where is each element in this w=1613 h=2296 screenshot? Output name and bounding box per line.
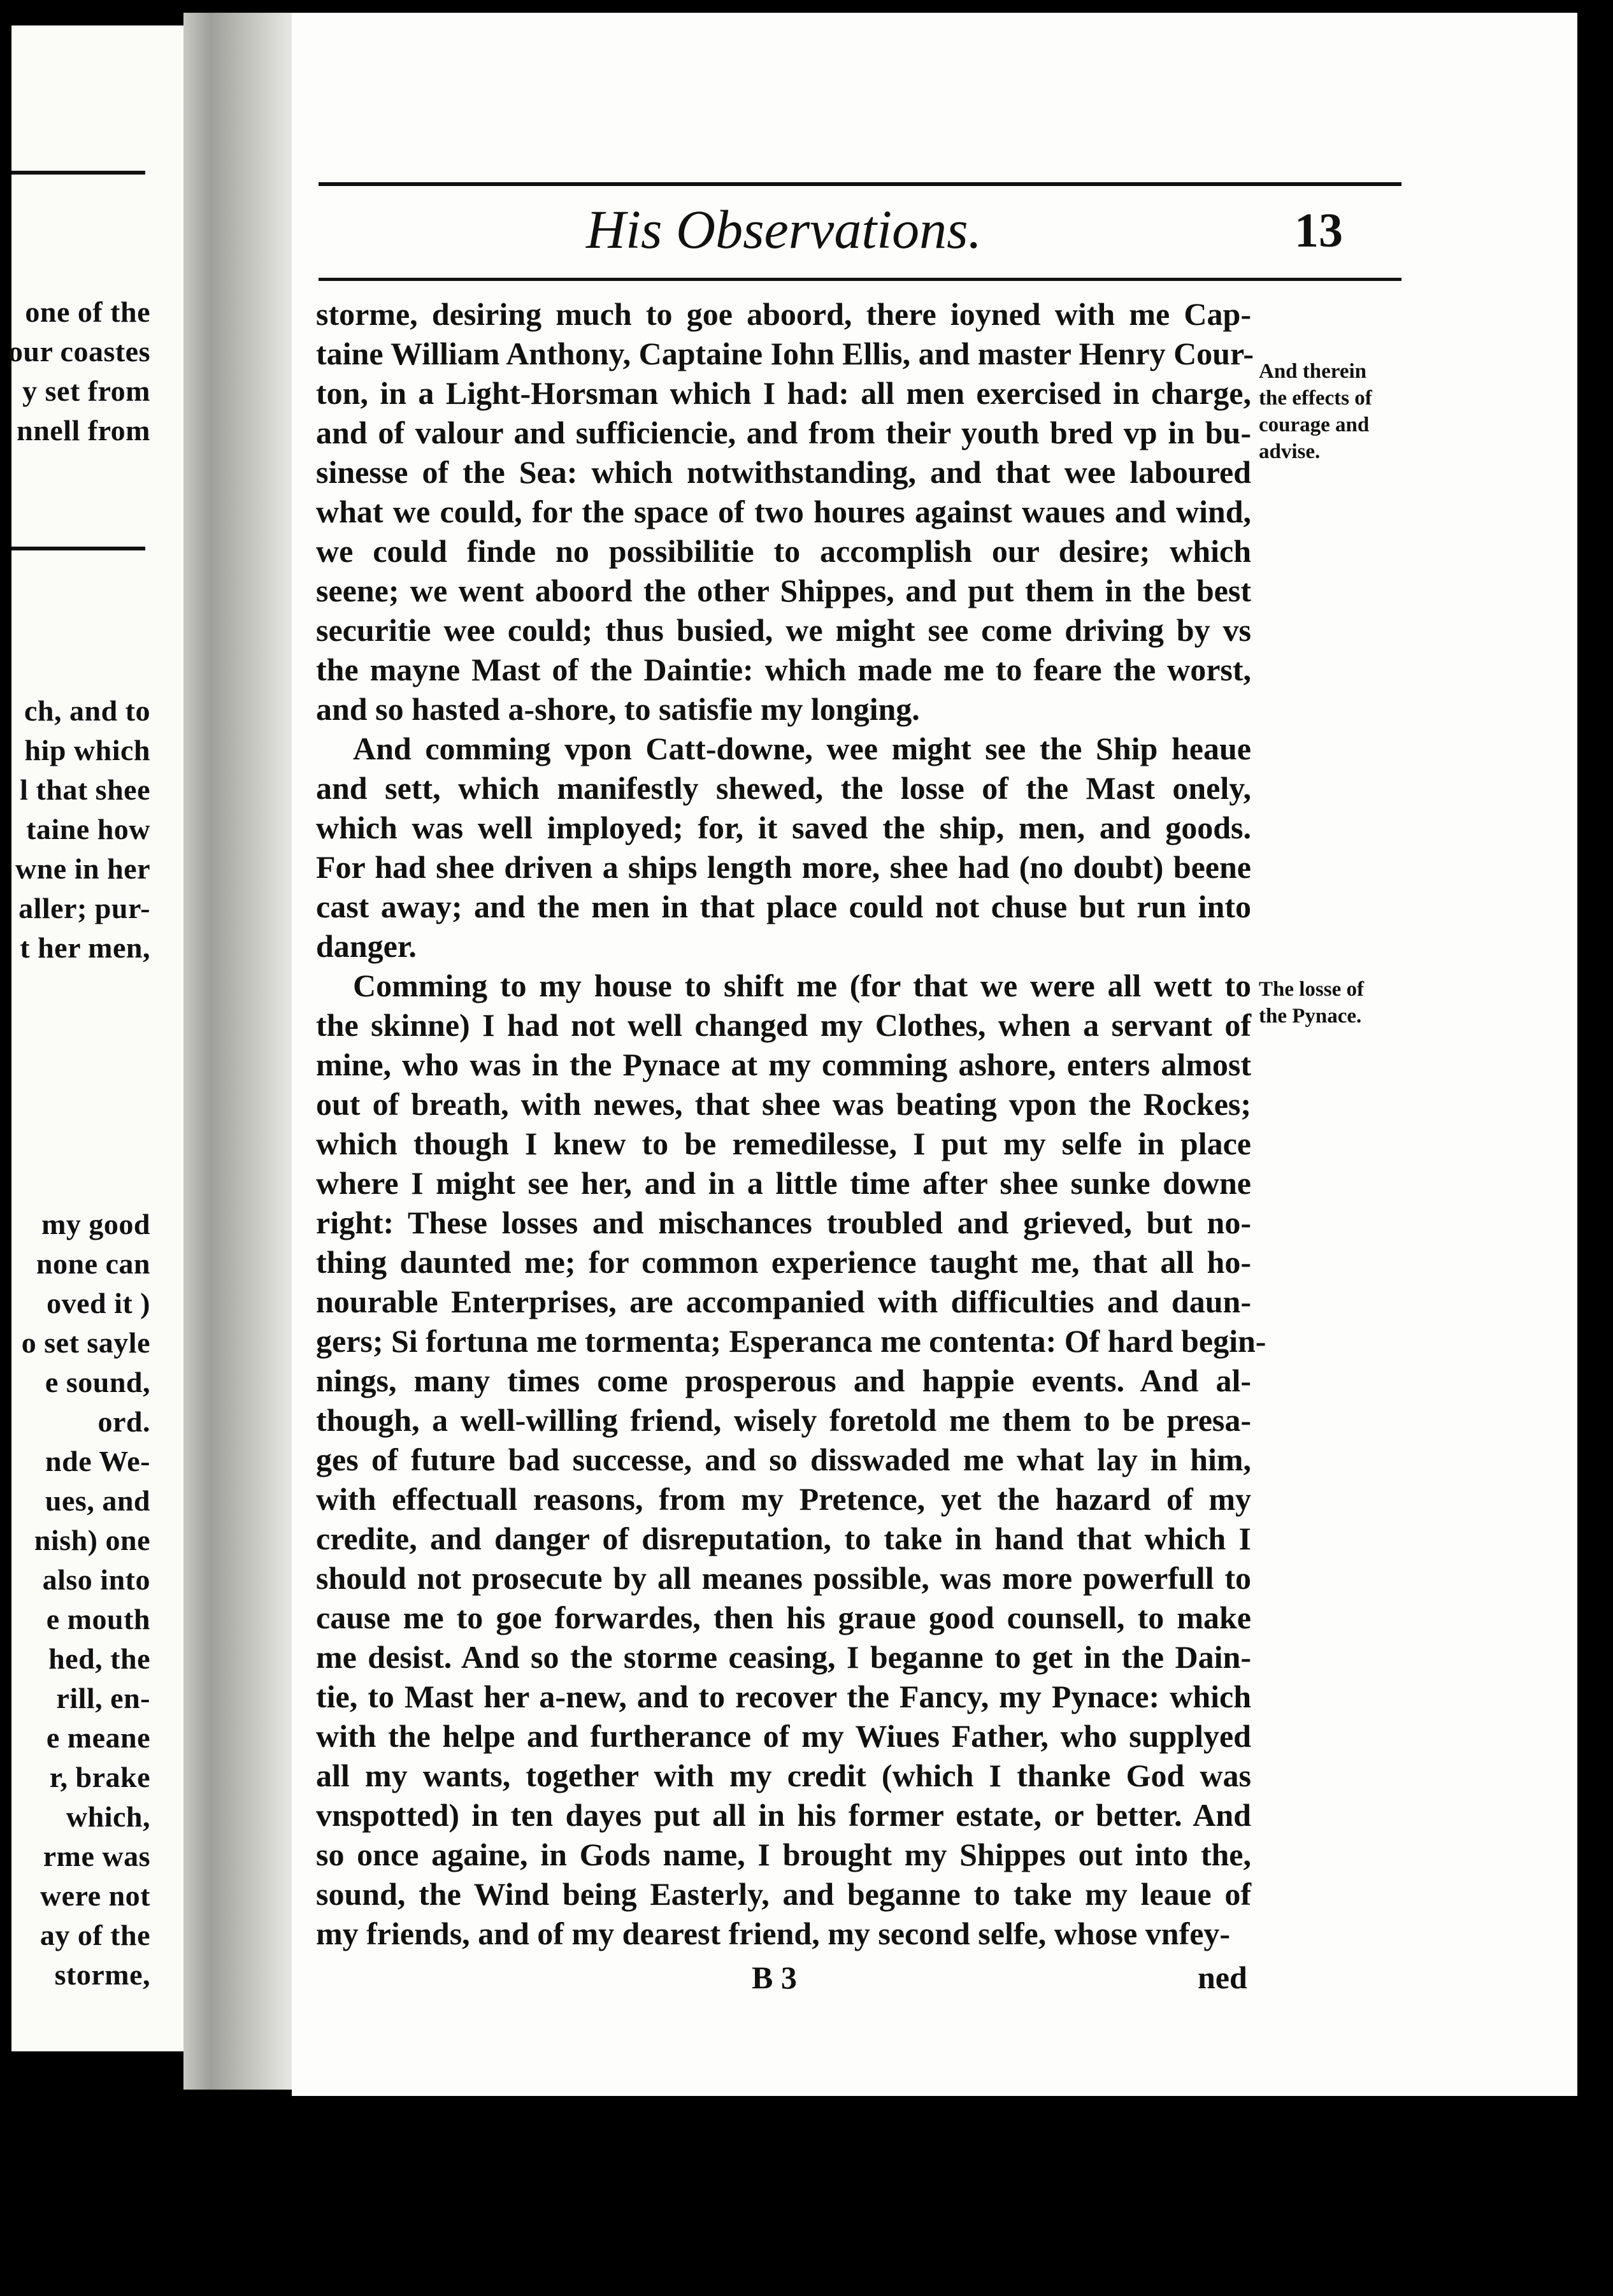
body-line: the mayne Mast of the Daintie: which made me to feare the worst, [316,652,1251,687]
margin-note-line: the effects of [1259,387,1372,410]
left-page-line: l that shee [20,773,150,806]
body-line: And comming vpon Catt-downe, wee might see the Ship heaue [353,731,1251,766]
body-line: what we could, for the space of two houres against waues and wind, [316,494,1251,529]
margin-note-courage [1259,358,1372,465]
body-line: we could finde no possibilitie to accomplish our desire; which [316,533,1251,569]
body-line: should not prosecute by all meanes possible, was more powerfull to [316,1560,1251,1596]
body-line: For had shee driven a ships length more, shee had (no doubt) beene [316,849,1251,885]
body-line: mine, who was in the Pynace at my comming ashore, enters almost [316,1047,1251,1082]
body-line: and of valour and sufficiencie, and from their youth bred vp in bu- [316,415,1251,450]
body-text [316,294,1266,1953]
body-line: ton, in a Light-Horsman which I had: all men exercised in charge, [316,375,1251,411]
running-title: His Observations. [586,199,982,260]
body-line: Comming to my house to shift me (for that we were all wett to [353,968,1251,1003]
left-page-line: ord. [97,1405,150,1438]
margin-note-line: advise. [1259,440,1321,463]
left-page-line: ay of the [39,1919,150,1951]
catchword: ned [1198,1960,1247,1995]
body-line: thing daunted me; for common experience taught me, that all ho- [316,1244,1251,1280]
body-line: which though I knew to be remedilesse, I put my selfe in place [316,1126,1251,1161]
left-page-line: my good [41,1208,150,1240]
body-line: out of breath, with newes, that shee was beating vpon the Rockes; [316,1086,1251,1122]
left-page-line: nde We- [45,1445,150,1477]
left-page-line: rill, en- [56,1682,150,1714]
left-page-line: t her men, [20,931,150,964]
body-line: nourable Enterprises, are accompanied with difficulties and daun- [316,1284,1251,1319]
left-page-line: wne in her [15,852,150,885]
body-line: cast away; and the men in that place could not chuse but run into [316,889,1251,924]
body-line: my friends, and of my dearest friend, my second selfe, whose vnfey- [316,1916,1231,1951]
header-rule-top [319,182,1402,186]
margin-note-line: courage and [1259,413,1370,436]
body-line: gers; Si fortuna me tormenta; Esperanca me contenta: Of hard begin- [316,1323,1266,1359]
body-line: sinesse of the Sea: which notwithstanding, and that wee laboured [316,454,1251,490]
left-page-line: ues, and [45,1484,150,1517]
body-line: all my wants, together with my credit (which I thanke God was [316,1758,1251,1793]
margin-note-line: The losse of [1259,978,1364,1001]
scan-edge-right [1577,0,1613,2296]
body-line: securitie wee could; thus busied, we might see come driving by vs [316,612,1251,648]
body-line: vnspotted) in ten dayes put all in his former estate, or better. And [316,1797,1251,1833]
left-page-line: which, [66,1800,150,1833]
body-line: tie, to Mast her a-new, and to recover the Fancy, my Pynace: which [316,1679,1251,1714]
left-page-rule-top [11,171,145,175]
margin-note-line: And therein [1259,360,1366,383]
body-line: danger. [316,928,417,964]
body-line: where I might see her, and in a little time after shee sunke downe [316,1165,1251,1201]
left-page-line: y set from [22,375,150,407]
body-line: right: These losses and mischances troubled and grieved, but no- [316,1205,1251,1240]
left-page-line: o set sayle [21,1326,150,1359]
body-line: storme, desiring much to goe aboord, there ioyned with me Cap- [316,296,1251,332]
left-page-line: none can [36,1247,150,1280]
body-line: which was well imployed; for, it saved the ship, men, and goods. [316,810,1251,845]
page-number: 13 [1294,204,1343,257]
left-page-line: ch, and to [24,694,150,727]
left-page-line: aller; pur- [18,892,150,924]
body-line: sound, the Wind being Easterly, and beganne to take my leaue of [316,1876,1251,1912]
margin-note-line: the Pynace. [1259,1005,1362,1028]
body-line: taine William Anthony, Captaine Iohn Ellis, and master Henry Cour- [316,336,1254,371]
body-line: and so hasted a-shore, to satisfie my longing. [316,691,920,727]
left-page-line: e sound, [45,1366,150,1398]
left-page-line: our coastes [8,335,150,368]
header-rule-bottom [319,278,1402,281]
body-line: nings, many times come prosperous and happie events. And al- [316,1363,1251,1398]
left-page-line: e meane [46,1721,150,1754]
body-line: with the helpe and furtherance of my Wiues Father, who supplyed [316,1718,1251,1754]
left-page-line: hed, the [48,1642,150,1675]
left-page-line: rme was [43,1840,150,1872]
body-line: credite, and danger of disreputation, to take in hand that which I [316,1521,1251,1556]
scan-edge-bottom [0,2096,1613,2296]
left-page-line: were not [39,1879,150,1912]
margin-note-pynace [1259,976,1364,1030]
left-page-line: e mouth [46,1603,150,1635]
body-line: with effectuall reasons, from my Pretence, yet the hazard of my [316,1481,1251,1517]
body-line: so once againe, in Gods name, I brought my Shippes out into the, [316,1837,1251,1872]
book-gutter [183,13,292,2090]
left-page-line: nish) one [34,1524,150,1556]
body-line: though, a well-willing friend, wisely foretold me them to be presa- [316,1402,1251,1438]
left-page-line: r, brake [49,1761,150,1793]
left-page-line: storme, [54,1958,150,1991]
body-line: the skinne) I had not well changed my Clothes, when a servant of [316,1007,1251,1043]
body-line: me desist. And so the storme ceasing, I beganne to get in the Dain- [316,1639,1251,1675]
body-line: ges of future bad successe, and so disswaded me what lay in him, [316,1442,1251,1477]
body-line: and sett, which manifestly shewed, the losse of the Mast onely, [316,770,1251,806]
body-line: seene; we went aboord the other Shippes, and put them in the best [316,573,1251,608]
left-page-line: oved it ) [47,1287,150,1319]
left-page-line: taine how [26,813,150,845]
left-page-line: also into [42,1563,150,1596]
body-line: cause me to goe forwardes, then his graue good counsell, to make [316,1600,1251,1635]
left-page-rule-mid [11,547,145,550]
left-page-line: hip which [24,734,150,766]
left-page-line: one of the [25,296,150,328]
signature-mark: B 3 [752,1960,797,1995]
left-page-line: nnell from [17,414,150,447]
